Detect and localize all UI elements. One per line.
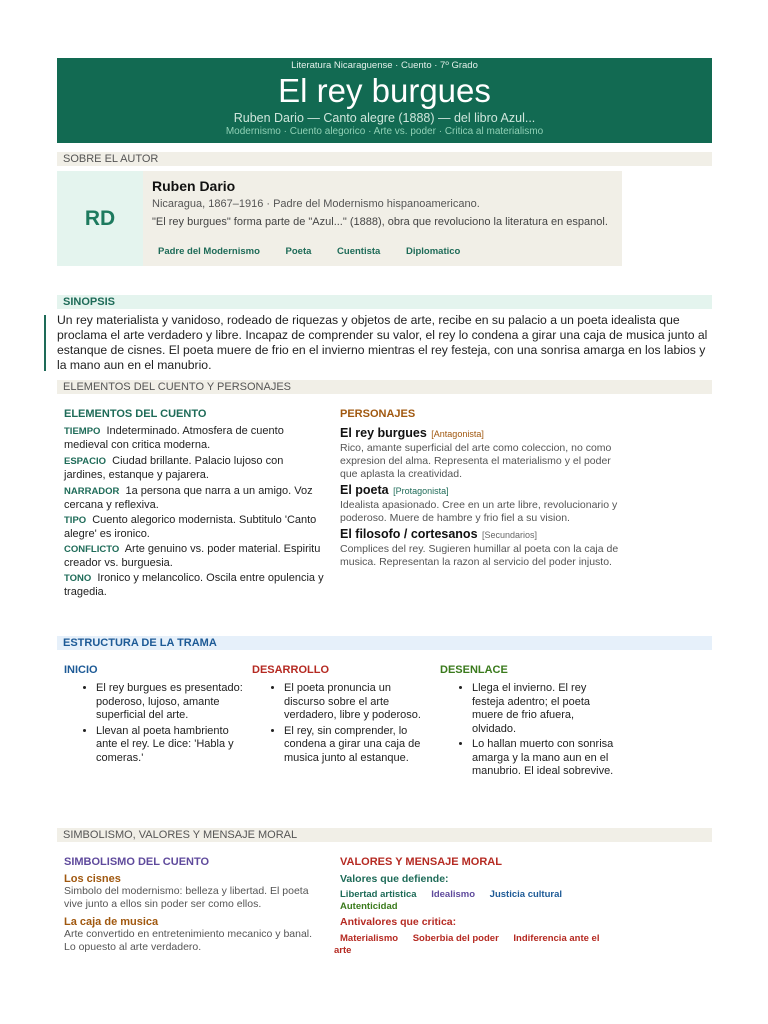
element-value: Cuento alegorico modernista. Subtitulo 'Canto alegre' es ironico. — [64, 514, 317, 540]
synopsis-accent-bar — [44, 315, 46, 371]
symbol-desc: Arte convertido en entretenimiento mecanico y banal. Lo opuesto al arte verdadero. — [64, 928, 313, 953]
page-title: El rey burgues — [278, 72, 491, 109]
plot-item: • El rey burgues es presentado: poderoso, lujoso, amante superficial del arte. — [96, 682, 244, 723]
author-tag: Padre del Modernismo — [158, 246, 260, 257]
header-tags: Modernismo · Cuento alegorico · Arte vs. poder · Critica al materialismo — [225, 126, 544, 137]
section-heading-elements: ELEMENTOS DEL CUENTO Y PERSONAJES — [57, 380, 712, 394]
header-byline: Ruben Dario — Canto alegre (1888) — del libro Azul... — [233, 111, 536, 125]
element-value: Ironico y melancolico. Oscila entre opulencia y tragedia. — [64, 572, 324, 598]
character-desc: Complices del rey. Sugieren humillar al poeta con la caja de musica. Representan la razon al servicio del poder injusto. — [340, 543, 619, 568]
section-heading-synopsis: SINOPSIS — [57, 295, 712, 309]
author-tag: Cuentista — [337, 246, 381, 257]
synopsis-text: Un rey materialista y vanidoso, rodeado de riquezas y objetos de arte, recibe en su palacio a un poeta idealista que proclama el arte verdadero y libre. Incapaz de comprender su valor, el rey lo condena a girar una caja de musica junto al estanque de cisnes. El poeta muere de frio en el invierno mientras el rey festeja, con una sonrisa amarga en los labios y la mano aun en el manubrio. — [57, 313, 708, 372]
header-meta: Literatura Nicaraguense · Cuento · 7º Grado — [291, 60, 478, 71]
symbol-desc: Simbolo del modernismo: belleza y libertad. El poeta vive junto a ellos sin poder ser como ellos. — [64, 885, 309, 910]
section-heading-plot: ESTRUCTURA DE LA TRAMA — [57, 636, 712, 650]
character-name: El rey burgues — [340, 426, 427, 440]
criticizes-tags — [334, 933, 619, 957]
element-key: CONFLICTO — [64, 544, 120, 555]
section-heading-symbolism: SIMBOLISMO, VALORES Y MENSAJE MORAL — [57, 828, 712, 842]
character-role: [Secundarios] — [481, 530, 538, 540]
symbolism-title: SIMBOLISMO DEL CUENTO — [64, 856, 210, 868]
author-tag: Diplomatico — [405, 246, 461, 257]
element-key: NARRADOR — [64, 486, 120, 497]
character-role: [Antagonista] — [431, 429, 484, 439]
plot-column — [252, 682, 432, 767]
element-item — [64, 514, 326, 541]
plot-item: • Lo hallan muerto con sonrisa amarga y la mano aun en el manubrio. El ideal sobrevive. — [472, 738, 620, 779]
character-role: [Protagonista] — [393, 486, 449, 496]
plot-column-title: INICIO — [64, 664, 98, 676]
elements-title: ELEMENTOS DEL CUENTO — [64, 408, 207, 420]
characters-title: PERSONAJES — [340, 408, 416, 420]
element-value: 1a persona que narra a un amigo. Voz cercana y reflexiva. — [64, 485, 313, 511]
defends-tags — [334, 889, 614, 913]
plot-item: • Llevan al poeta hambriento ante el rey. Le dice: 'Habla y comeras.' — [96, 725, 244, 766]
plot-column — [64, 682, 244, 767]
element-key: TONO — [64, 573, 92, 584]
antivalue-tag: Indiferencia ante el arte — [334, 933, 600, 956]
element-value: Ciudad brillante. Palacio lujoso con jardines, estanque y pajarera. — [64, 455, 284, 481]
character-name: El poeta — [340, 483, 389, 497]
plot-column-title: DESENLACE — [440, 664, 508, 676]
value-tag: Libertad artistica — [340, 889, 417, 900]
character-name: El filosofo / cortesanos — [340, 527, 478, 541]
author-name: Ruben Dario — [152, 178, 236, 194]
element-key: ESPACIO — [64, 456, 107, 467]
author-tags — [152, 246, 477, 257]
value-tag: Autenticidad — [340, 901, 398, 912]
element-value: Indeterminado. Atmosfera de cuento medieval con critica moderna. — [64, 425, 284, 451]
element-value: Arte genuino vs. poder material. Espiritu creador vs. burguesia. — [64, 543, 321, 569]
character-card — [340, 481, 620, 525]
character-desc: Rico, amante superficial del arte como coleccion, no como expresion del alma. Representa el materialismo y el poder que aplasta la creatividad. — [340, 442, 612, 480]
plot-item: • El poeta pronuncia un discurso sobre el arte verdadero, libre y poderoso. — [284, 682, 432, 723]
author-desc: "El rey burgues" forma parte de "Azul..." (1888), obra que revoluciono la literatura en espanol. — [152, 216, 608, 228]
symbol-item — [64, 873, 319, 911]
value-tag: Justicia cultural — [489, 889, 563, 900]
plot-item: • Llega el invierno. El rey festeja adentro; el poeta muere de frio afuera, olvidado. — [472, 682, 620, 736]
plot-item: • El rey, sin comprender, lo condena a girar una caja de musica junto al estanque. — [284, 725, 432, 766]
value-tag: Idealismo — [431, 889, 476, 900]
element-item — [64, 425, 326, 452]
symbol-name: Los cisnes — [64, 873, 121, 885]
symbol-name: La caja de musica — [64, 916, 159, 928]
symbol-item — [64, 916, 319, 954]
element-item — [64, 455, 326, 482]
character-card — [340, 525, 620, 569]
header-banner — [57, 58, 712, 143]
element-item — [64, 572, 326, 599]
element-key: TIEMPO — [64, 426, 101, 437]
antivalue-tag: Soberbia del poder — [412, 933, 499, 944]
antivalue-tag: Materialismo — [340, 933, 399, 944]
defends-label: Valores que defiende: — [340, 873, 449, 885]
plot-column — [440, 682, 620, 781]
criticizes-label: Antivalores que critica: — [340, 916, 457, 928]
character-desc: Idealista apasionado. Cree en un arte libre, revolucionario y poderoso. Muere de hambre y frio fiel a su vision. — [340, 499, 618, 524]
character-card — [340, 424, 620, 481]
element-key: TIPO — [64, 515, 87, 526]
element-item — [64, 485, 326, 512]
author-tag: Poeta — [285, 246, 312, 257]
author-meta: Nicaragua, 1867–1916 · Padre del Modernismo hispanoamericano. — [152, 198, 480, 210]
author-initials: RD — [57, 171, 143, 266]
values-title: VALORES Y MENSAJE MORAL — [340, 856, 502, 868]
plot-column-title: DESARROLLO — [252, 664, 329, 676]
section-heading-author: SOBRE EL AUTOR — [57, 152, 712, 166]
element-item — [64, 543, 326, 570]
